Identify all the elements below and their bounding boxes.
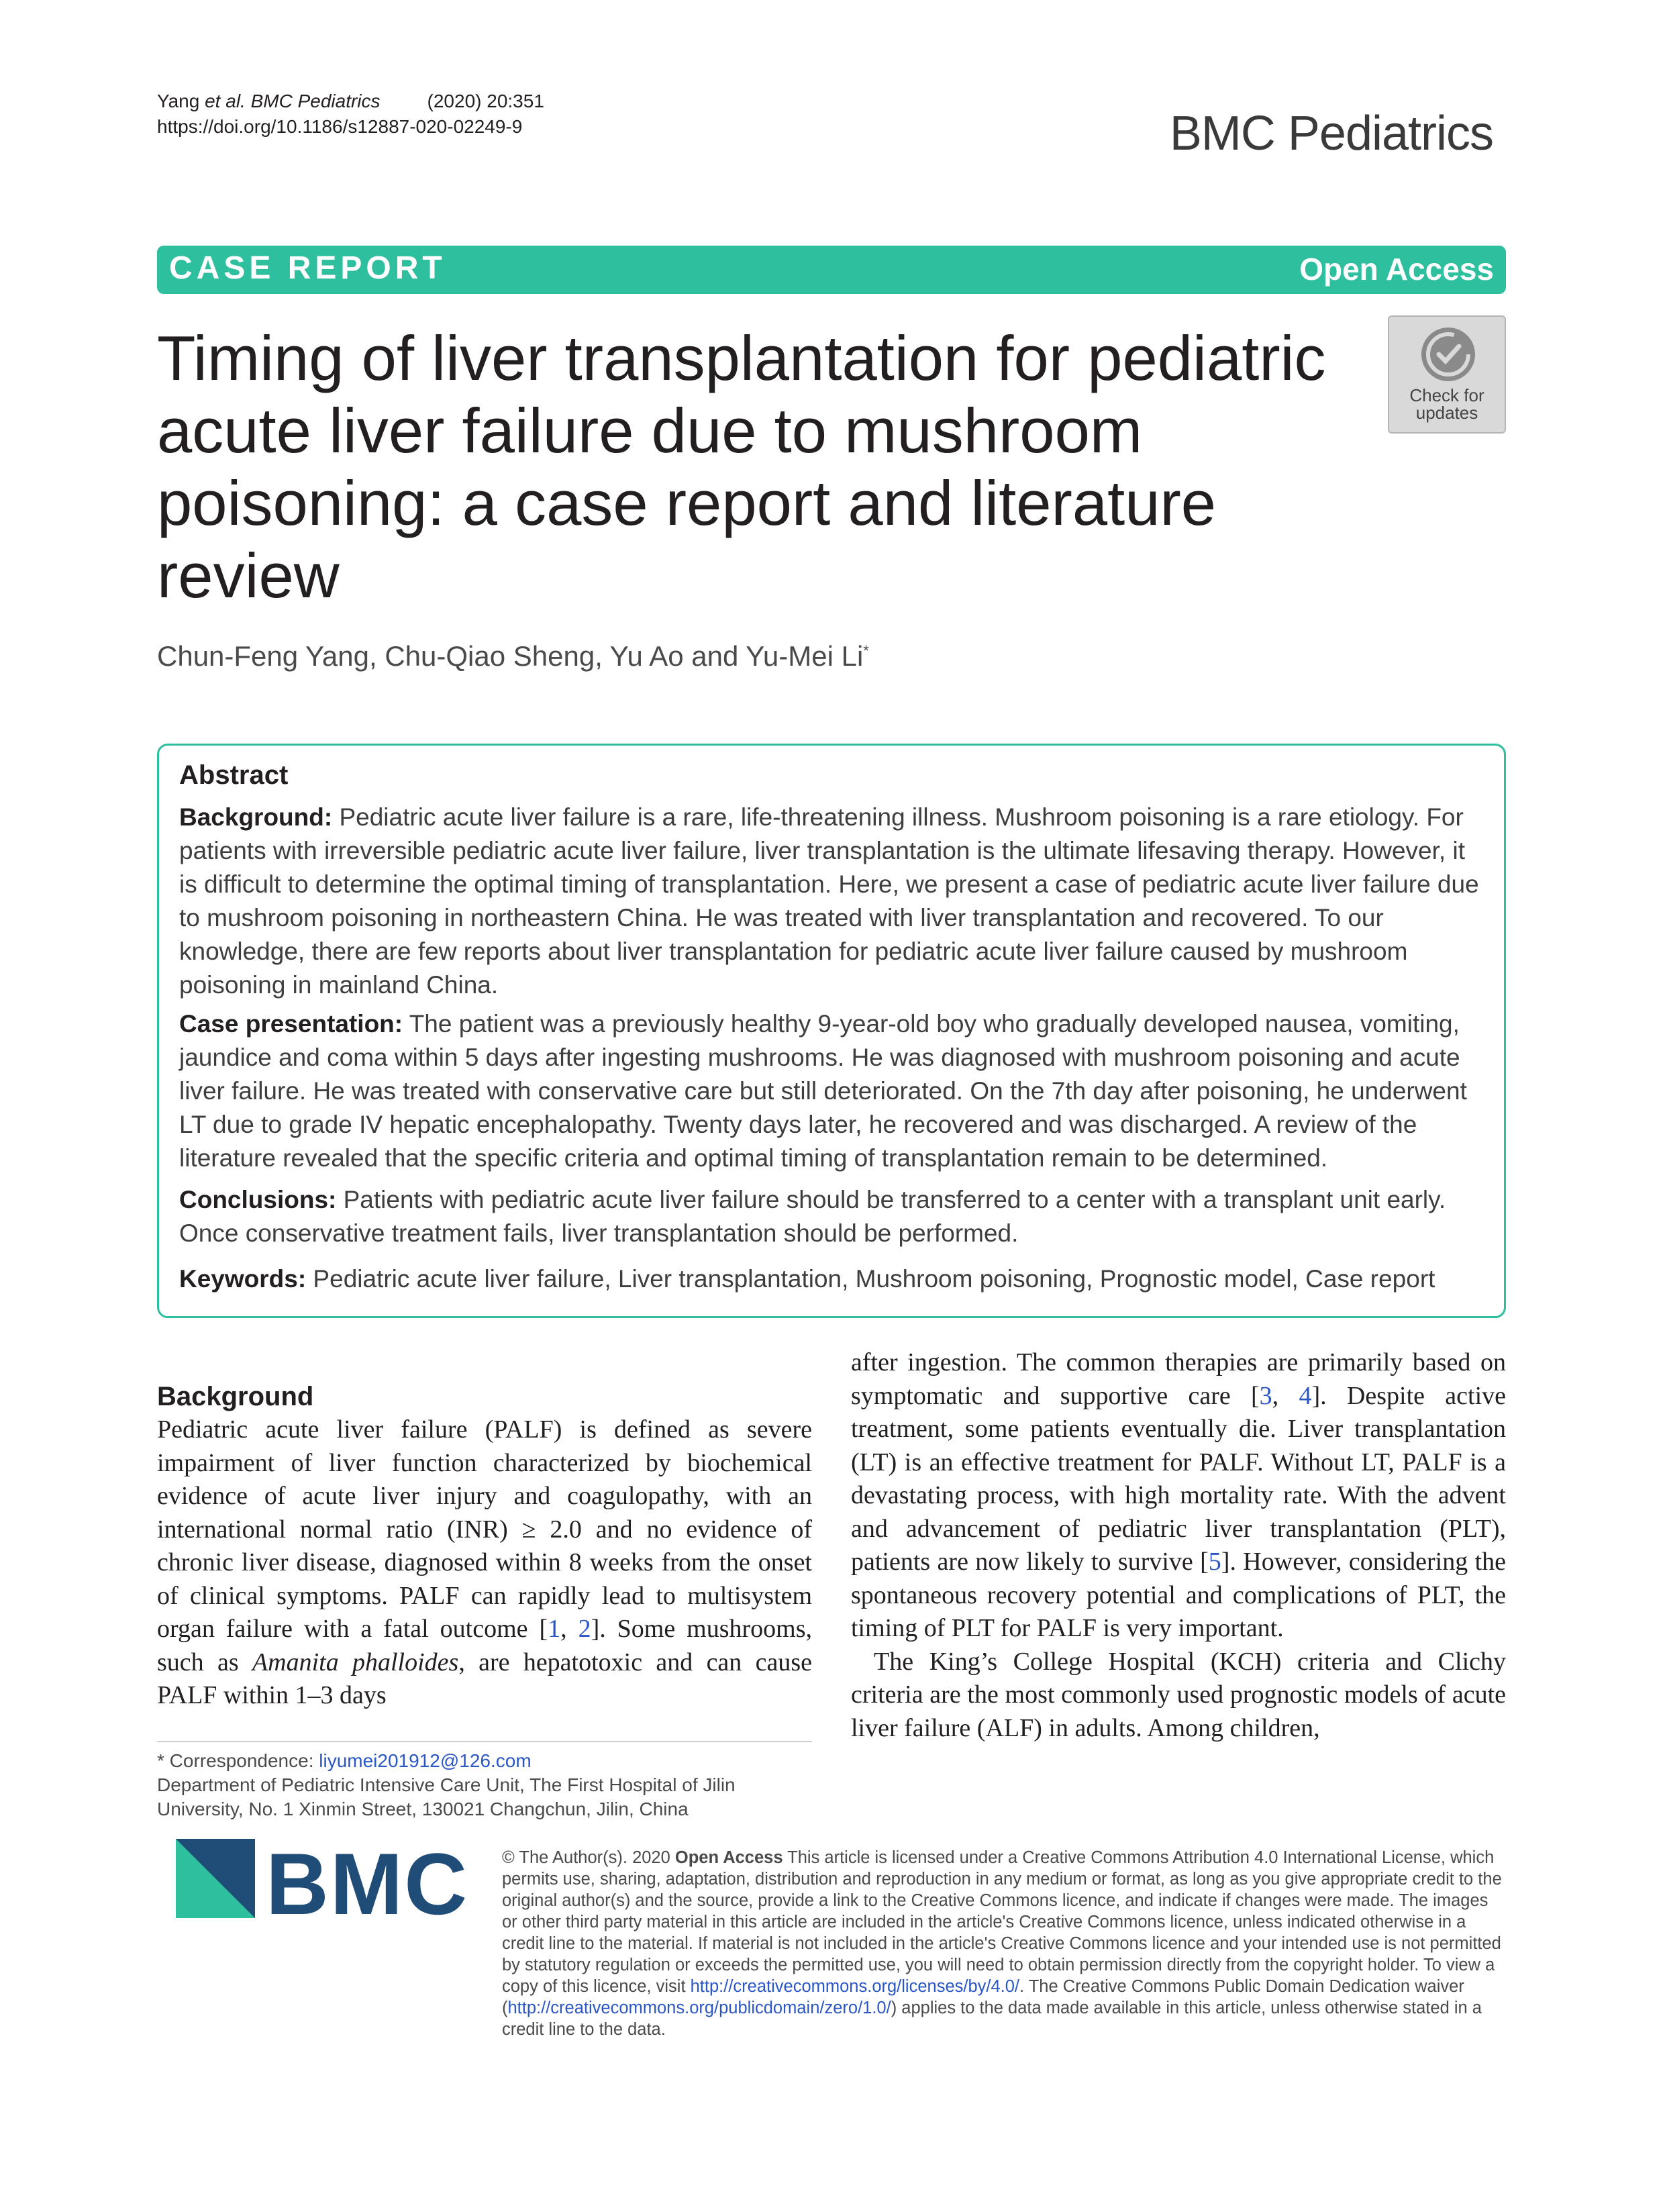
abstract-case-label: Case presentation:: [179, 1010, 403, 1038]
citation-line: [157, 89, 544, 114]
reference-link[interactable]: 4: [1299, 1381, 1312, 1410]
abstract-background-text: Pediatric acute liver failure is a rare, life-threatening illness. Mushroom poisoning is a rare etiology. For patients with irreversible pediatric acute liver failure, liver transplantation is the ultimate lifesaving therapy. However, it is difficult to determine the optimal timing of transplantation. Here, we present a case of pediatric acute liver failure due to mushroom poisoning in northeastern China. He was treated with liver transplantation and recovered. To our knowledge, there are few reports about liver transplantation for pediatric acute liver failure caused by mushroom poisoning in mainland China.: [179, 803, 1479, 999]
abstract-case-text: The patient was a previously healthy 9-year-old boy who gradually developed nausea, vomiting, jaundice and coma within 5 days after ingesting mushrooms. He was diagnosed with mushroom poisoning and acute liver failure. He was treated with conservative care but still deteriorated. On the 7th day after poisoning, he underwent LT due to grade IV hepatic encephalopathy. Twenty days later, he recovered and was discharged. A review of the literature revealed that the specific criteria and optimal timing of transplantation remain to be determined.: [179, 1010, 1467, 1172]
abstract-conclusions-label: Conclusions:: [179, 1186, 337, 1213]
citation-year-volume: (2020) 20:351: [427, 91, 544, 111]
body-paragraph: Pediatric acute liver failure (PALF) is defined as severe impairment of liver function characterized by biochemical evidence of acute liver injury and coagulopathy, with an international normal ratio (INR) ≥ 2.0 and no evidence of chronic liver disease, diagnosed within 8 weeks from the onset of clinical symptoms. PALF can rapidly lead to multisystem organ failure with a fatal outcome [1, 2]. Some mushrooms, such as Amanita phalloides, are hepatotoxic and can cause PALF within 1–3 days: [157, 1415, 813, 1709]
abstract-conclusions: [179, 1183, 1481, 1250]
abstract-case-presentation: [179, 1007, 1481, 1175]
abstract-heading: Abstract: [179, 760, 289, 790]
title-line: Timing of liver transplantation for pediatric: [157, 323, 1326, 393]
abstract-keywords-label: Keywords:: [179, 1265, 307, 1293]
correspondence-email-link[interactable]: liyumei201912@126.com: [319, 1750, 532, 1771]
title-line: acute liver failure due to mushroom: [157, 395, 1143, 466]
title-line: review: [157, 540, 340, 611]
reference-link[interactable]: 3: [1259, 1381, 1272, 1410]
article-type: CASE REPORT: [169, 250, 446, 286]
article-type-banner: [157, 246, 1506, 294]
section-heading-background: Background: [157, 1382, 314, 1411]
open-access-label: Open Access: [1299, 252, 1494, 287]
reference-link[interactable]: 2: [578, 1615, 591, 1643]
body-paragraph: The King’s College Hospital (KCH) criteria and Clichy criteria are the most commonly used prognostic models of acute liver failure (ALF) in adults. Among children,: [851, 1647, 1506, 1742]
license-open-access-label: Open Access: [674, 1848, 783, 1867]
citation-authors: Yang: [157, 91, 200, 111]
doi-link[interactable]: https://doi.org/10.1186/s12887-020-02249-9: [157, 116, 523, 137]
article-title: [157, 322, 1365, 612]
correspondence-label: * Correspondence:: [157, 1750, 319, 1771]
bmc-logo: [176, 1835, 469, 1940]
citation-journal: BMC Pediatrics: [250, 91, 381, 111]
author-names: Chun-Feng Yang, Chu-Qiao Sheng, Yu Ao and Yu-Mei Li: [157, 640, 864, 672]
abstract-keywords-text: Pediatric acute liver failure, Liver transplantation, Mushroom poisoning, Prognostic model, Case report: [306, 1265, 1435, 1293]
abstract-background: [179, 801, 1481, 1002]
abstract-box: [157, 744, 1506, 1318]
citation-etal: et al.: [205, 91, 246, 111]
corresponding-marker: *: [863, 642, 869, 659]
title-line: poisoning: a case report and literature: [157, 468, 1217, 538]
affiliation: Department of Pediatric Intensive Care Unit, The First Hospital of Jilin University, No. 1 Xinmin Street, 130021 Changchun, Jilin, China: [157, 1774, 736, 1819]
species-name: Amanita phalloides: [252, 1648, 459, 1676]
check-for-updates-badge[interactable]: [1388, 315, 1506, 434]
abstract-keywords: [179, 1262, 1481, 1296]
footnote-divider: [157, 1741, 812, 1742]
bmc-logo-mark-icon: [176, 1839, 255, 1918]
license-statement: © The Author(s). 2020 Open Access This article is licensed under a Creative Commons Attribution 4.0 International License, which permits use, sharing, adaptation, distribution and reproduction in any medium or format, as long as you give appropriate credit to the original author(s) and the source, provide a link to the Creative Commons licence, and indicate if changes were made. The images or other third party material in this article are included in the article's Creative Commons licence, unless indicated otherwise in a credit line to the material. If material is not included in the article's Creative Commons licence and your intended use is not permitted by statutory regulation or exceeds the permitted use, you will need to obtain permission directly from the copyright holder. To view a copy of this licence, visit http://creativecommons.org/licenses/by/4.0/. The Creative Commons Public Domain Dedication waiver (http://creativecommons.org/publicdomain/zero/1.0/) applies to the data made available in this article, unless otherwise stated in a credit line to the data.: [502, 1848, 1502, 2039]
abstract-conclusions-text: Patients with pediatric acute liver failure should be transferred to a center with a transplant unit early. Once conservative treatment fails, liver transplantation should be performed.: [179, 1186, 1446, 1247]
body-paragraph: after ingestion. The common therapies are primarily based on symptomatic and supportive care [3, 4]. Despite active treatment, some patients eventually die. Liver transplantation (LT) is an effective treatment for PALF. Without LT, PALF is a devastating process, with high mortality rate. With the advent and advancement of pediatric liver transplantation (PLT), patients are now likely to survive [5]. However, considering the spontaneous recovery potential and complications of PLT, the timing of PLT for PALF is very important.: [851, 1348, 1506, 1642]
correspondence-footnote: [157, 1749, 812, 1821]
reference-link[interactable]: 1: [548, 1615, 561, 1643]
bmc-logo-text: BMC: [266, 1835, 469, 1933]
abstract-background-label: Background:: [179, 803, 333, 831]
citation-header: [157, 89, 544, 140]
license-url-link[interactable]: http://creativecommons.org/licenses/by/4.0/: [690, 1977, 1020, 1996]
author-list: [157, 640, 869, 672]
body-right-column: [851, 1346, 1506, 1745]
reference-link[interactable]: 5: [1208, 1548, 1221, 1576]
public-domain-url-link[interactable]: http://creativecommons.org/publicdomain/zero/1.0/: [507, 1999, 891, 2017]
check-updates-icon: [1419, 325, 1478, 384]
body-left-column: [157, 1380, 812, 1713]
journal-brand: BMC Pediatrics: [1169, 107, 1493, 160]
check-updates-label: Check for updates: [1409, 385, 1484, 423]
